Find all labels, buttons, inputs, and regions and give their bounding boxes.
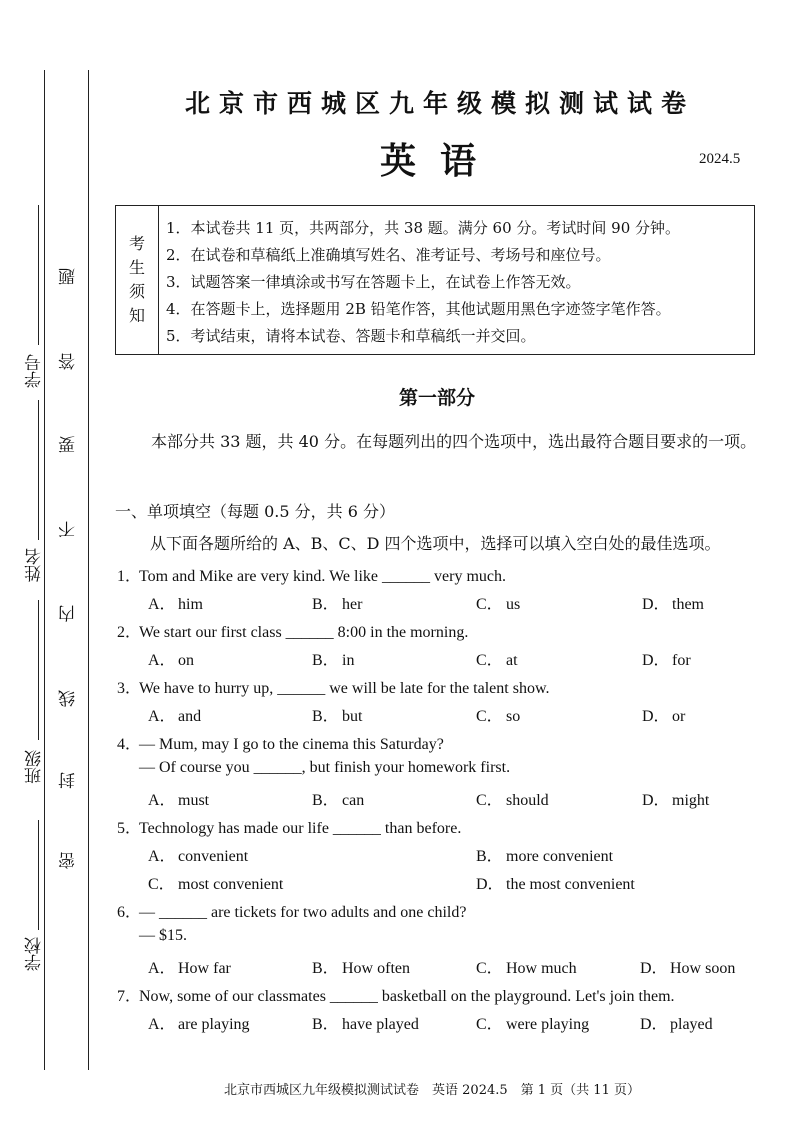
question-text: Technology has made our life ______ than before. [139, 820, 462, 837]
option-c[interactable] [476, 955, 577, 978]
question-number: 7． [117, 988, 142, 1005]
option-a[interactable] [148, 843, 248, 866]
option-text: her [342, 596, 363, 613]
option-letter: D． [642, 652, 670, 669]
field-class-input[interactable] [38, 600, 39, 740]
option-letter: C． [476, 1016, 503, 1033]
notice-item: 4．在答题卡上，选择题用 2B 铅笔作答，其他试题用黑色字迹签字笔作答。 [166, 300, 671, 318]
option-letter: A． [148, 792, 176, 809]
field-id-input[interactable] [38, 205, 39, 345]
option-text: How soon [670, 960, 736, 977]
question-text: Now, some of our classmates ______ basketball on the playground. Let's join them. [139, 988, 675, 1005]
notice-label-char: 须 [128, 282, 145, 301]
question-number: 3． [117, 680, 142, 697]
option-letter: C． [476, 960, 503, 977]
notice-label-char: 生 [128, 258, 145, 277]
seal-char: 题 [59, 268, 79, 285]
notice-label [116, 206, 159, 354]
option-text: on [178, 652, 194, 669]
option-letter: C． [476, 792, 503, 809]
option-text: for [672, 652, 691, 669]
exam-title: 北京市西城区九年级模拟测试试卷 [184, 89, 695, 118]
option-letter: C． [476, 652, 503, 669]
option-b[interactable] [312, 591, 362, 614]
option-text: How often [342, 960, 410, 977]
option-a[interactable] [148, 955, 231, 978]
option-c[interactable] [476, 647, 518, 670]
notice-items [166, 215, 748, 350]
option-letter: B． [312, 652, 339, 669]
option-text: were playing [506, 1016, 590, 1033]
option-letter: D． [476, 876, 504, 893]
seal-char: 密 [59, 852, 79, 869]
option-c[interactable] [476, 787, 549, 810]
part-title: 第一部分 [398, 387, 475, 409]
seal-char: 不 [59, 521, 79, 538]
option-text: convenient [178, 848, 249, 865]
option-text: in [342, 652, 355, 669]
section-instruction: 从下面各题所给的 A、B、C、D 四个选项中，选择可以填入空白处的最佳选项。 [150, 534, 721, 553]
subject-title: 英语 [380, 140, 501, 182]
option-text: have played [342, 1016, 419, 1033]
question-number: 5． [117, 820, 142, 837]
option-text: How much [506, 960, 577, 977]
field-name-input[interactable] [38, 400, 39, 540]
option-letter: C． [476, 708, 503, 725]
option-letter: B． [312, 708, 339, 725]
binding-line-inner [88, 70, 89, 1070]
notice-item: 5．考试结束，请将本试卷、答题卡和草稿纸一并交回。 [166, 327, 536, 345]
exam-date: 2024.5 [699, 151, 741, 167]
field-id-label: 学号 [25, 354, 45, 388]
notice-label-char: 考 [128, 234, 145, 253]
question-1 [117, 563, 506, 586]
option-text: and [178, 708, 202, 725]
option-text: How far [178, 960, 231, 977]
option-c[interactable] [476, 591, 520, 614]
option-a[interactable] [148, 1011, 250, 1034]
option-letter: D． [642, 792, 670, 809]
option-text: us [506, 596, 521, 613]
option-text: more convenient [506, 848, 614, 865]
question-4 [117, 731, 444, 754]
field-name-label: 姓名 [25, 548, 45, 582]
question-6-line-2 [139, 927, 187, 945]
page-footer: 北京市西城区九年级模拟测试试卷 英语 2024.5 第 1 页（共 11 页） [224, 1083, 640, 1098]
question-text: We start our first class ______ 8:00 in the morning. [139, 624, 469, 641]
seal-char: 答 [59, 353, 79, 370]
option-b[interactable] [476, 843, 613, 866]
option-text: must [178, 792, 210, 809]
option-text: at [506, 652, 518, 669]
option-text: so [506, 708, 521, 725]
notice-label-char: 知 [128, 306, 145, 325]
question-text: We have to hurry up, ______ we will be late for the talent show. [139, 680, 550, 697]
option-c[interactable] [476, 703, 520, 726]
field-school-label: 学校 [25, 937, 45, 971]
option-letter: D． [642, 708, 670, 725]
seal-char: 封 [59, 772, 79, 789]
question-text: — $15. [139, 927, 187, 944]
option-text: them [672, 596, 704, 613]
option-d[interactable] [476, 871, 635, 894]
question-number: 1． [117, 568, 142, 585]
option-letter: D． [640, 960, 668, 977]
option-letter: A． [148, 1016, 176, 1033]
option-letter: A． [148, 960, 176, 977]
option-b[interactable] [312, 955, 410, 978]
option-text: the most convenient [506, 876, 635, 893]
option-text: might [672, 792, 710, 809]
seal-char: 要 [59, 436, 79, 453]
option-a[interactable] [148, 787, 209, 810]
option-letter: D． [640, 1016, 668, 1033]
option-text: him [178, 596, 203, 613]
seal-char: 线 [59, 690, 79, 707]
question-text: — Mum, may I go to the cinema this Saturday? [139, 736, 444, 753]
question-7 [117, 983, 675, 1006]
option-c[interactable] [148, 871, 283, 894]
option-b[interactable] [312, 787, 364, 810]
notice-box [115, 205, 755, 355]
option-d[interactable] [642, 647, 691, 670]
option-letter: A． [148, 652, 176, 669]
question-5 [117, 815, 461, 838]
option-letter: B． [312, 792, 339, 809]
question-number: 2． [117, 624, 142, 641]
option-letter: B． [476, 848, 503, 865]
option-d[interactable] [642, 703, 685, 726]
option-a[interactable] [148, 647, 194, 670]
field-class-label: 班级 [25, 750, 45, 784]
option-letter: A． [148, 596, 176, 613]
option-letter: A． [148, 708, 176, 725]
option-text: should [506, 792, 549, 809]
option-letter: B． [312, 960, 339, 977]
option-letter: C． [148, 876, 175, 893]
option-b[interactable] [312, 647, 354, 670]
question-text: — Of course you ______, but finish your homework first. [139, 759, 511, 776]
option-text: can [342, 792, 365, 809]
section-heading: 一、单项填空（每题 0.5 分，共 6 分） [115, 502, 395, 521]
option-b[interactable] [312, 1011, 419, 1034]
part-intro: 本部分共 33 题，共 40 分。在每题列出的四个选项中，选出最符合题目要求的一项。 [151, 432, 757, 451]
option-text: are playing [178, 1016, 250, 1033]
seal-char: 内 [59, 605, 79, 622]
option-c[interactable] [476, 1011, 589, 1034]
option-a[interactable] [148, 703, 201, 726]
option-text: played [670, 1016, 713, 1033]
option-b[interactable] [312, 703, 362, 726]
field-school-input[interactable] [38, 820, 39, 930]
question-number: 4． [117, 736, 142, 753]
option-letter: C． [476, 596, 503, 613]
notice-item: 1．本试卷共 11 页，共两部分，共 38 题。满分 60 分。考试时间 90 分钟。 [166, 219, 681, 237]
option-letter: B． [312, 596, 339, 613]
option-a[interactable] [148, 591, 203, 614]
option-d[interactable] [640, 955, 735, 978]
option-d[interactable] [642, 591, 704, 614]
option-text: most convenient [178, 876, 284, 893]
question-text: — ______ are tickets for two adults and one child? [139, 904, 467, 921]
option-d[interactable] [640, 1011, 713, 1034]
option-letter: A． [148, 848, 176, 865]
question-6 [117, 899, 466, 922]
question-3 [117, 675, 549, 698]
option-letter: D． [642, 596, 670, 613]
option-text: or [672, 708, 686, 725]
question-number: 6． [117, 904, 142, 921]
question-4-line-2 [139, 759, 510, 777]
notice-item: 2．在试卷和草稿纸上准确填写姓名、准考证号、考场号和座位号。 [166, 246, 611, 264]
question-text: Tom and Mike are very kind. We like ______ very much. [139, 568, 506, 585]
question-2 [117, 619, 468, 642]
notice-item: 3．试题答案一律填涂或书写在答题卡上，在试卷上作答无效。 [166, 273, 581, 291]
option-text: but [342, 708, 363, 725]
option-letter: B． [312, 1016, 339, 1033]
option-d[interactable] [642, 787, 709, 810]
